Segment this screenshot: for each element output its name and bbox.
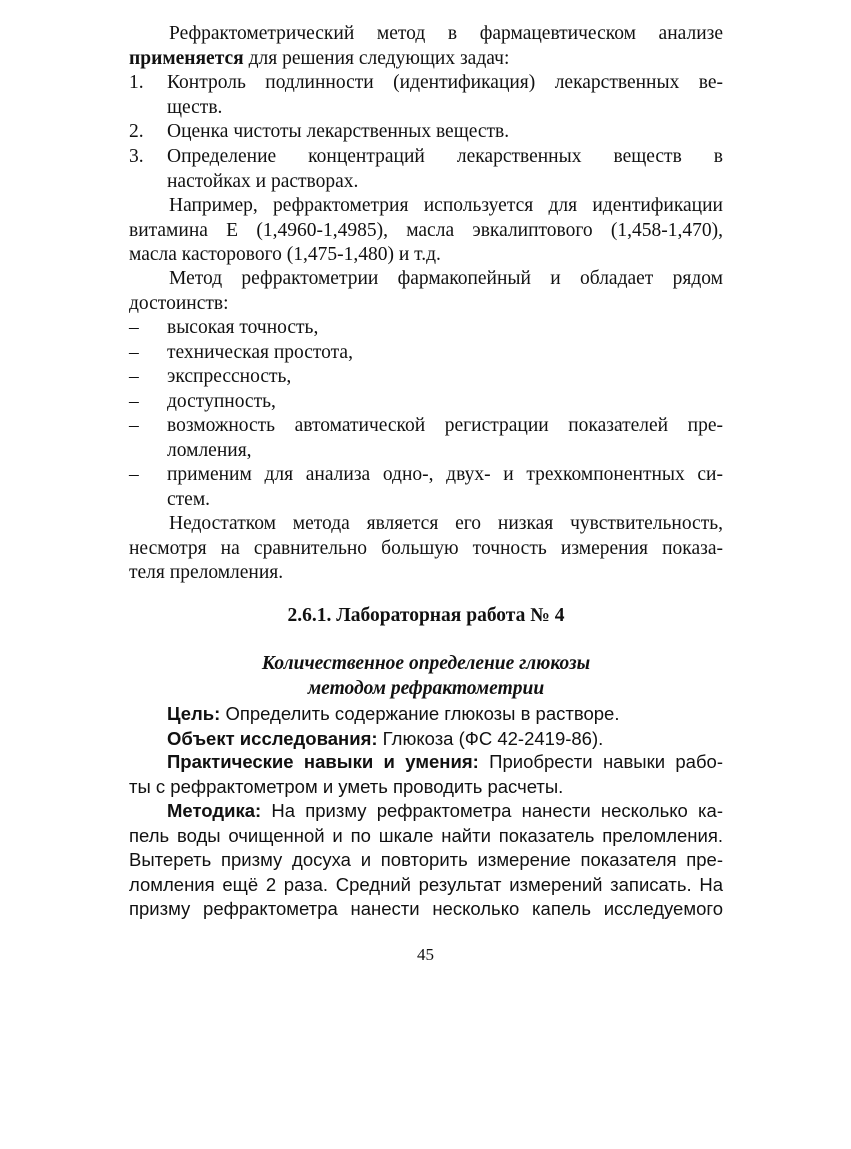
- list-item-line: ществ.: [167, 96, 223, 118]
- example-line-1: Например, рефрактометрия используется для идентификации: [169, 195, 723, 216]
- drawback-line-2: несмотря на сравнительно большую точность измерения показа-: [129, 537, 723, 559]
- list-item-line: применим для анализа одно-, двух- и трехкомпонентных си-: [167, 464, 723, 485]
- skills-line-2: ты с рефрактометром и уметь проводить расчеты.: [129, 775, 564, 797]
- list-item-line: Контроль подлинности (идентификация) лекарственных ве-: [167, 72, 723, 93]
- method-label: Методика:: [167, 800, 262, 821]
- list-dash: –: [129, 415, 139, 436]
- skills-paragraph: [129, 750, 723, 799]
- list-dash: –: [129, 317, 139, 338]
- goal-paragraph: [129, 702, 723, 727]
- skills-text: Приобрести навыки рабо-: [478, 751, 724, 772]
- method-paragraph: [129, 799, 723, 922]
- list-item-line: доступность,: [167, 391, 276, 412]
- intro-paragraph: [129, 22, 723, 71]
- list-item-line: ломления,: [167, 439, 252, 461]
- example-paragraph: [129, 194, 723, 268]
- object-paragraph: [129, 727, 723, 752]
- intro-bold-word: применяется: [129, 47, 244, 69]
- advantages-line-1: Метод рефрактометрии фармакопейный и обладает рядом: [169, 268, 723, 289]
- object-label: Объект исследования:: [167, 728, 378, 749]
- method-text: На призму рефрактометра нанести несколько ка-: [261, 800, 723, 821]
- list-item-line: возможность автоматической регистрации показателей пре-: [167, 415, 723, 436]
- list-item-line: Определение концентраций лекарственных веществ в: [167, 146, 723, 167]
- object-text: Глюкоза (ФС 42-2419-86).: [377, 728, 604, 749]
- skills-label: Практические навыки и умения:: [167, 751, 479, 772]
- list-dash: –: [129, 366, 139, 387]
- list-item-line: Оценка чистоты лекарственных веществ.: [167, 121, 510, 142]
- intro-line-2-rest: для решения следующих задач:: [243, 47, 510, 69]
- work-title-line-2: методом рефрактометрии: [307, 678, 545, 699]
- list-number: 3.: [129, 146, 144, 167]
- list-dash: –: [129, 342, 139, 363]
- list-item-line: техническая простота,: [167, 342, 353, 363]
- list-dash: –: [129, 464, 139, 485]
- advantages-line-2: достоинств:: [129, 292, 229, 314]
- list-item-line: высокая точность,: [167, 317, 319, 338]
- goal-text: Определить содержание глюкозы в растворе.: [220, 703, 620, 724]
- drawback-paragraph: [129, 512, 723, 586]
- work-title-line-1: Количественное определение глюкозы: [261, 653, 591, 674]
- drawback-line-3: теля преломления.: [129, 562, 284, 583]
- section-heading: 2.6.1. Лабораторная работа № 4: [287, 605, 565, 626]
- example-line-3: масла касторового (1,475-1,480) и т.д.: [129, 244, 441, 265]
- method-line-3: Вытереть призму досуха и повторить измерение показателя пре-: [129, 849, 723, 870]
- drawback-line-1: Недостатком метода является его низкая чувствительность,: [169, 513, 723, 534]
- method-line-2: пель воды очищенной и по шкале найти показатель преломления.: [129, 824, 723, 846]
- goal-label: Цель:: [167, 703, 221, 724]
- method-line-4: ломления ещё 2 раза. Средний результат измерений записать. На: [129, 873, 723, 895]
- list-item-line: экспрессность,: [167, 366, 292, 387]
- intro-line-1: Рефрактометрический метод в фармацевтическом анализе: [169, 23, 723, 44]
- list-number: 1.: [129, 72, 144, 93]
- list-item-line: настойках и растворах.: [167, 170, 359, 192]
- list-item-line: стем.: [167, 488, 211, 510]
- method-line-5: призму рефрактометра нанести несколько капель исследуемого: [129, 898, 723, 919]
- list-number: 2.: [129, 121, 144, 142]
- list-dash: –: [129, 391, 139, 412]
- advantages-paragraph: [129, 267, 723, 316]
- example-line-2: витамина Е (1,4960-1,4985), масла эвкалиптового (1,458-1,470),: [129, 219, 723, 241]
- page-number: 45: [417, 945, 434, 964]
- intro-line-2: [129, 47, 723, 72]
